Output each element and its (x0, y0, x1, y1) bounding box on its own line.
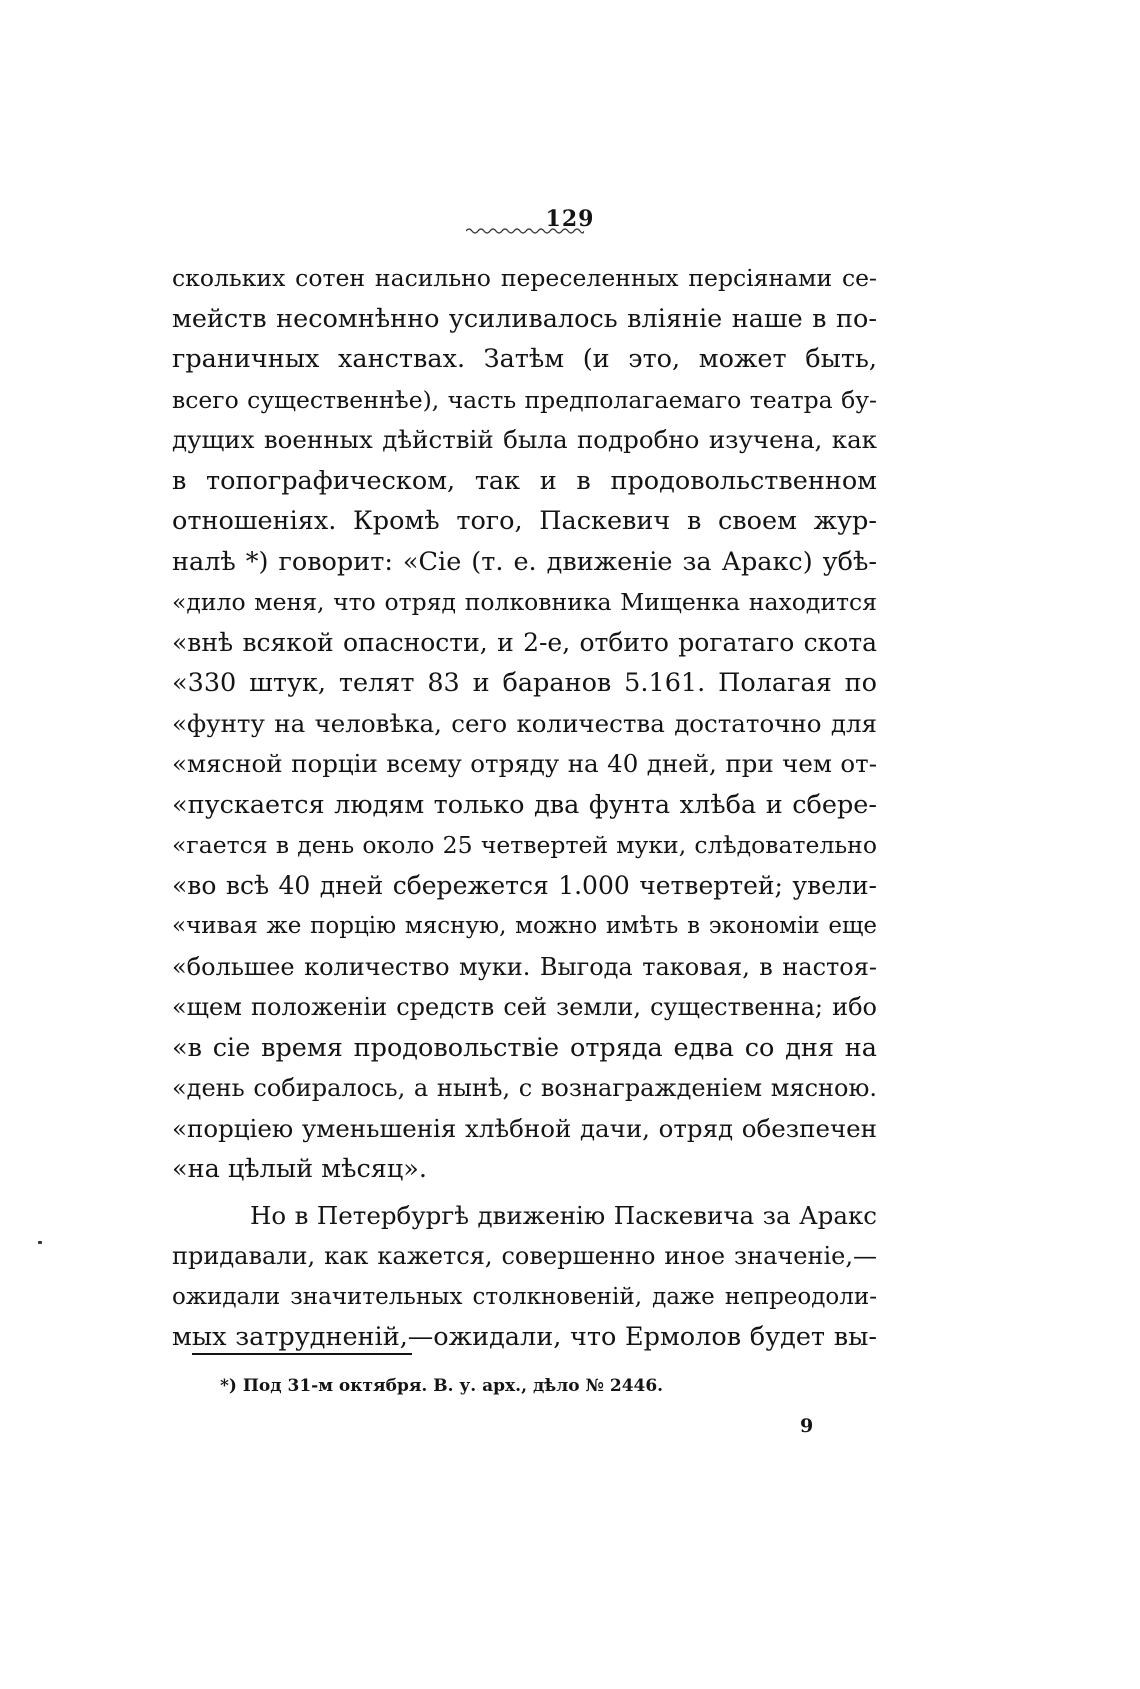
wavy-rule-ornament (466, 226, 584, 236)
body-text (172, 258, 877, 1358)
page-number: 129 (545, 206, 595, 232)
text-line: придавали, как кажется, совершенно иное значеніе,— (172, 1242, 877, 1270)
text-line: граничных ханствах. Затѣм (и это, может быть, (172, 344, 877, 374)
text-line: в топографическом, так и в продовольственном (172, 465, 877, 496)
text-line: скольких сотен насильно переселенных персіянами се- (172, 264, 877, 292)
text-line: «внѣ всякой опасности, и 2-е, отбито рогатаго скота (172, 627, 877, 657)
text-line: «щем положеніи средств сей земли, существенна; ибо (172, 993, 877, 1021)
text-line: налѣ *) говорит: «Сіе (т. е. движеніе за Аракс) убѣ- (172, 546, 877, 577)
text-line: мейств несомнѣнно усиливалось вліяніе наше в по- (172, 303, 877, 334)
text-line: «пускается людям только два фунта хлѣба и сбере- (172, 789, 877, 820)
paragraph (172, 1196, 877, 1358)
text-line: отношеніях. Кромѣ того, Паскевич в своем жур- (172, 506, 877, 536)
text-line: «порціею уменьшенія хлѣбной дачи, отряд обезпечен (172, 1113, 877, 1143)
text-line: дущих военных дѣйствій была подробно изучена, как (172, 425, 877, 454)
paragraph (172, 258, 877, 1190)
text-line: ожидали значительных столкновеній, даже непреодоли- (172, 1283, 877, 1310)
text-line: всего существеннѣе), часть предполагаемаго театра бу- (172, 385, 877, 414)
text-line: «мясной порціи всему отряду на 40 дней, при чем от- (172, 749, 877, 778)
signature-mark: 9 (800, 1415, 814, 1437)
text-line: «дило меня, что отряд полковника Мищенка находится (172, 588, 877, 616)
text-line: «фунту на человѣка, сего количества достаточно для (172, 708, 877, 738)
print-speck (38, 1241, 42, 1244)
text-line: мых затрудненій,—ожидали, что Ермолов будет вы- (172, 1322, 877, 1352)
footnote: *) Под 31-м октября. В. у. арх., дѣло № 2446. (220, 1376, 664, 1396)
text-line: «330 штук, телят 83 и баранов 5.161. Полагая по (172, 668, 877, 698)
text-line: «в сіе время продовольствіе отряда едва со дня на (172, 1032, 877, 1063)
text-line: «чивая же порцію мясную, можно имѣть в экономіи еще (172, 913, 877, 939)
text-line: «большее количество муки. Выгода таковая, в настоя- (172, 952, 877, 981)
footnote-divider (192, 1353, 412, 1355)
text-line: Но в Петербургѣ движенію Паскевича за Аракс (250, 1200, 877, 1230)
text-line: «на цѣлый мѣсяц». (172, 1154, 427, 1184)
text-line: «во всѣ 40 дней сбережется 1.000 четвертей; увели- (172, 870, 877, 900)
text-line: «гается в день около 25 четвертей муки, слѣдовательно (172, 831, 877, 859)
text-line: «день собиралось, а нынѣ, с вознагражденіем мясною. (172, 1074, 877, 1102)
